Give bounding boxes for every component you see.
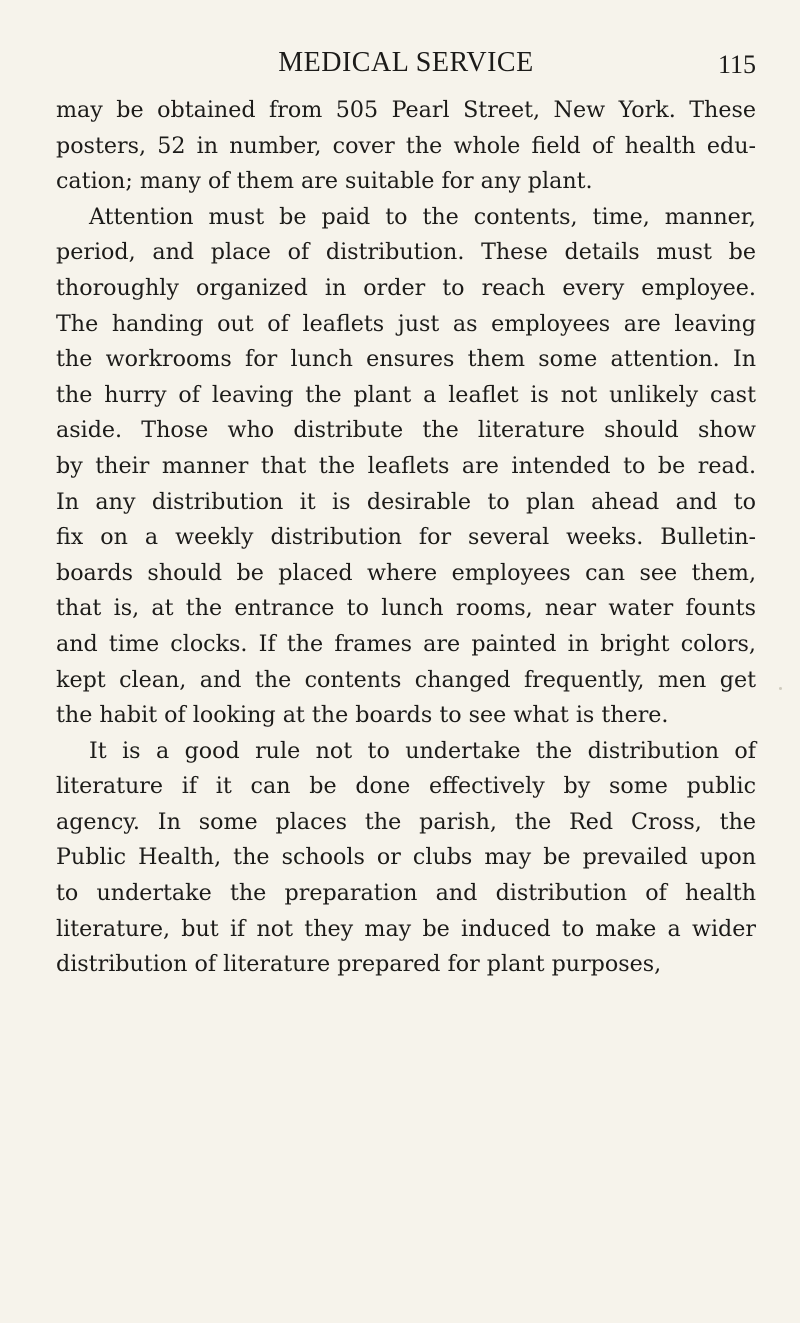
text-line: boards should be placed where employees can see them, xyxy=(56,559,756,586)
text-line: cation; many of them are suitable for any plant. xyxy=(56,168,593,195)
text-line: thoroughly organized in order to reach every employee. xyxy=(56,274,756,301)
text-line: literature if it can be done effectively by some public xyxy=(56,773,756,800)
text-line: In any distribution it is desirable to plan ahead and to xyxy=(56,488,756,515)
text-line: aside. Those who distribute the literature should show xyxy=(56,417,756,444)
running-head xyxy=(56,46,756,80)
text-line: posters, 52 in number, cover the whole field of health edu- xyxy=(56,132,756,159)
text-line: The handing out of leaflets just as employees are leaving xyxy=(56,310,756,337)
text-line: the habit of looking at the boards to see what is there. xyxy=(56,702,669,729)
text-line: agency. In some places the parish, the Red Cross, the xyxy=(56,808,756,835)
text-line: fix on a weekly distribution for several weeks. Bulletin- xyxy=(56,524,756,551)
text-line: the workrooms for lunch ensures them some attention. In xyxy=(56,346,756,373)
body-text xyxy=(56,93,756,983)
text-line: literature, but if not they may be induced to make a wider xyxy=(56,915,756,942)
text-line: that is, at the entrance to lunch rooms, near water founts xyxy=(56,595,756,622)
text-line: may be obtained from 505 Pearl Street, New York. These xyxy=(56,97,756,123)
text-line: distribution of literature prepared for plant purposes, xyxy=(56,951,662,978)
page-number: 115 xyxy=(717,50,756,79)
text-line: by their manner that the leaflets are intended to be read. xyxy=(56,452,756,479)
paragraph-start-line: Attention must be paid to the contents, time, manner, xyxy=(89,203,756,230)
text-line: period, and place of distribution. These details must be xyxy=(56,239,756,266)
text-line: and time clocks. If the frames are painted in bright colors, xyxy=(56,630,756,657)
text-line: the hurry of leaving the plant a leaflet is not unlikely cast xyxy=(56,381,756,408)
paper-speck xyxy=(779,687,782,690)
running-title: MEDICAL SERVICE xyxy=(278,47,534,78)
paragraph-start-line: It is a good rule not to undertake the distribution of xyxy=(89,737,756,764)
text-line: Public Health, the schools or clubs may be prevailed upon xyxy=(56,844,756,871)
text-line: kept clean, and the contents changed frequently, men get xyxy=(56,666,756,693)
text-line: to undertake the preparation and distribution of health xyxy=(56,880,756,907)
